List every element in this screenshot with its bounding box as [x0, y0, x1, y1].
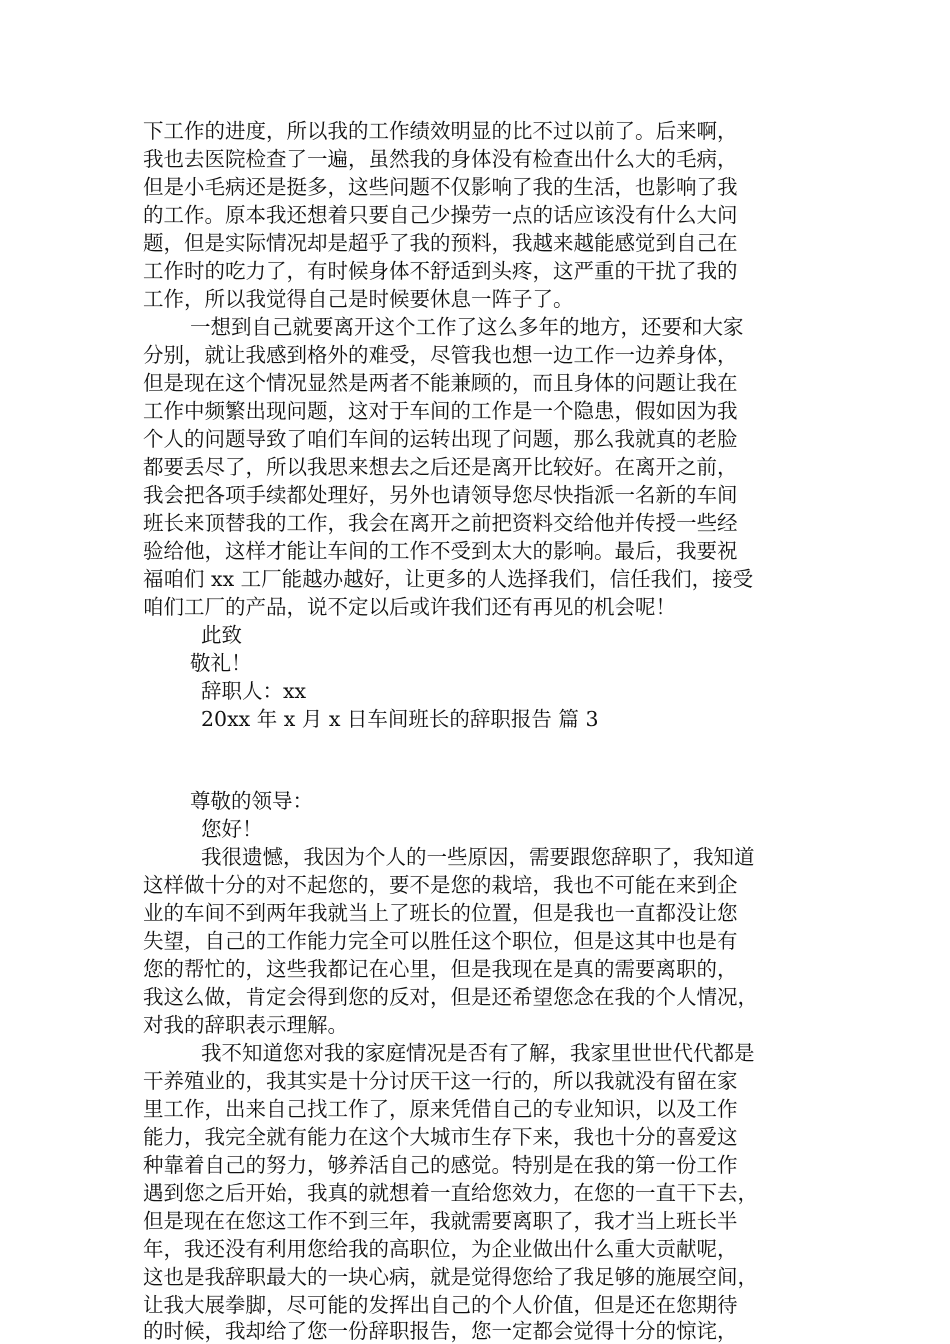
text-line: 分别，就让我感到格外的难受，尽管我也想一边工作一边养身体，: [143, 343, 738, 367]
text-line: 都要丢尽了，所以我思来想去之后还是离开比较好。在离开之前，: [143, 455, 738, 479]
section-heading: 20xx 年 x 月 x 日车间班长的辞职报告 篇 3: [201, 707, 599, 731]
text-line: 干养殖业的，我其实是十分讨厌干这一行的，所以我就没有留在家: [143, 1069, 738, 1093]
text-line: 但是现在这个情况显然是两者不能兼顾的，而且身体的问题让我在: [143, 371, 738, 395]
text-line: 您的帮忙的，这些我都记在心里，但是我现在是真的需要离职的，: [143, 957, 738, 981]
text-line: 遇到您之后开始，我真的就想着一直给您效力，在您的一直干下去，: [143, 1181, 758, 1205]
signature-line: 辞职人：xx: [201, 679, 307, 703]
text-line: 咱们工厂的产品，说不定以后或许我们还有再见的机会呢！: [143, 595, 676, 619]
text-line: 验给他，这样才能让车间的工作不受到太大的影响。最后，我要祝: [143, 539, 738, 563]
text-line: 我这么做，肯定会得到您的反对，但是还希望您念在我的个人情况，: [143, 985, 758, 1009]
paragraph-first-line: 我不知道您对我的家庭情况是否有了解，我家里世世代代都是: [201, 1041, 755, 1065]
text-line: 的时候，我却给了您一份辞职报告，您一定都会觉得十分的惊诧，: [143, 1319, 738, 1343]
paragraph-first-line: 我很遗憾，我因为个人的一些原因，需要跟您辞职了，我知道: [201, 845, 755, 869]
closing-salutation: 此致: [201, 623, 242, 647]
text-line: 对我的辞职表示理解。: [143, 1013, 348, 1037]
text-line: 但是小毛病还是挺多，这些问题不仅影响了我的生活，也影响了我: [143, 175, 738, 199]
text-line: 我会把各项手续都处理好，另外也请领导您尽快指派一名新的车间: [143, 483, 738, 507]
text-line: 让我大展拳脚，尽可能的发挥出自己的个人价值，但是还在您期待: [143, 1293, 738, 1317]
text-line: 能力，我完全就有能力在这个大城市生存下来，我也十分的喜爱这: [143, 1125, 738, 1149]
text-line: 这样做十分的对不起您的，要不是您的栽培，我也不可能在来到企: [143, 873, 738, 897]
text-line: 里工作，出来自己找工作了，原来凭借自己的专业知识，以及工作: [143, 1097, 738, 1121]
text-line: 题，但是实际情况却是超乎了我的预料，我越来越能感觉到自己在: [143, 231, 738, 255]
paragraph-first-line: 一想到自己就要离开这个工作了这么多年的地方，还要和大家: [190, 315, 744, 339]
text-line: 这也是我辞职最大的一块心病，就是觉得您给了我足够的施展空间，: [143, 1265, 758, 1289]
greeting: 尊敬的领导：: [190, 789, 313, 813]
greeting-hello: 您好！: [201, 817, 263, 841]
text-line: 工作中频繁出现问题，这对于车间的工作是一个隐患，假如因为我: [143, 399, 738, 423]
text-line: 我也去医院检查了一遍，虽然我的身体没有检查出什么大的毛病，: [143, 147, 738, 171]
text-line: 但是现在在您这工作不到三年，我就需要离职了，我才当上班长半: [143, 1209, 738, 1233]
text-line: 班长来顶替我的工作，我会在离开之前把资料交给他并传授一些经: [143, 511, 738, 535]
text-line: 下工作的进度，所以我的工作绩效明显的比不过以前了。后来啊，: [143, 119, 738, 143]
closing-regards: 敬礼！: [190, 651, 252, 675]
text-line: 工作，所以我觉得自己是时候要休息一阵子了。: [143, 287, 574, 311]
text-line: 工作时的吃力了，有时候身体不舒适到头疼，这严重的干扰了我的: [143, 259, 738, 283]
text-line: 福咱们 xx 工厂能越办越好，让更多的人选择我们，信任我们，接受: [143, 567, 754, 591]
text-line: 种靠着自己的努力，够养活自己的感觉。特别是在我的第一份工作: [143, 1153, 738, 1177]
text-line: 业的车间不到两年我就当上了班长的位置，但是我也一直都没让您: [143, 901, 738, 925]
text-line: 的工作。原本我还想着只要自己少操劳一点的话应该没有什么大问: [143, 203, 738, 227]
text-line: 个人的问题导致了咱们车间的运转出现了问题，那么我就真的老脸: [143, 427, 738, 451]
text-line: 失望，自己的工作能力完全可以胜任这个职位，但是这其中也是有: [143, 929, 738, 953]
text-line: 年，我还没有利用您给我的高职位，为企业做出什么重大贡献呢，: [143, 1237, 738, 1261]
